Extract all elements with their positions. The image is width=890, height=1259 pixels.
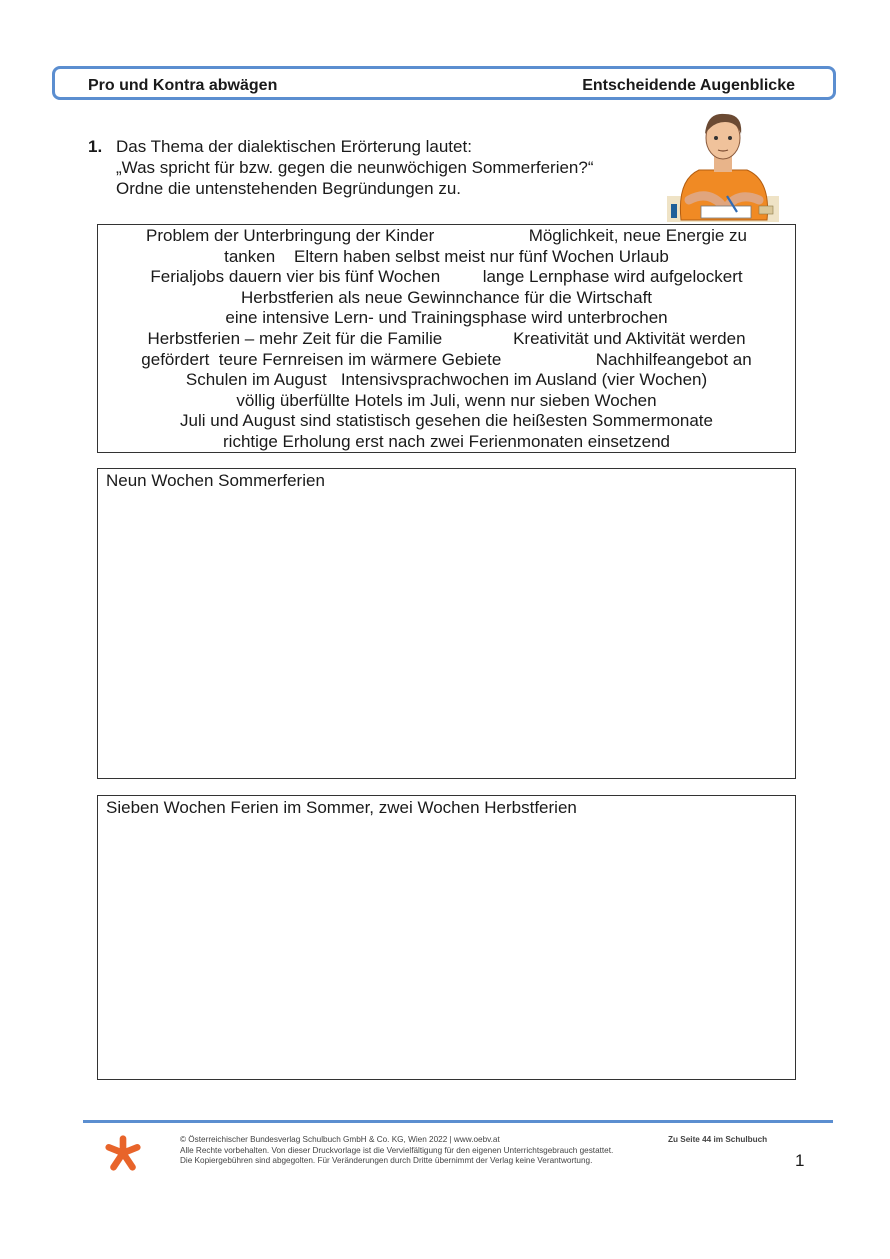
publisher-logo-icon [104,1134,142,1172]
eraser [759,206,773,214]
task-line: Das Thema der dialektischen Erörterung lautet: [116,137,472,156]
textbook-page-reference: Zu Seite 44 im Schulbuch [668,1135,768,1144]
answer-box-title: Neun Wochen Sommerferien [106,471,325,490]
notebook [701,206,751,218]
task-number: 1. [88,137,103,156]
word-bank-line: Schulen im August Intensivsprachwochen im Ausland (vier Wochen) [185,370,708,390]
footer-copyright: © Österreichischer Bundesverlag Schulbuch GmbH & Co. KG, Wien 2022 | www.oebv.at [180,1135,500,1144]
task-text [116,136,656,199]
answer-box-title: Sieben Wochen Ferien im Sommer, zwei Wochen Herbstferien [106,798,577,817]
task-line: „Was spricht für bzw. gegen die neunwöchigen Sommerferien?“ [116,158,594,177]
header-right-title: Entscheidende Augenblicke [582,77,795,94]
word-bank-line: tanken Eltern haben selbst meist nur fünf Wochen Urlaub [224,246,669,266]
word-bank-line: gefördert teure Fernreisen im wärmere Gebiete Nachhilfeangebot an [141,349,752,369]
answer-box-seven-plus-two-weeks[interactable] [97,795,796,1080]
word-bank-line: Herbstferien als neue Gewinnchance für die Wirtschaft [240,287,653,307]
footer-fees: Die Kopiergebühren sind abgegolten. Für Veränderungen durch Dritte übernimmt der Verlag keine Verantwortung. [180,1156,593,1165]
task-line: Ordne die untenstehenden Begründungen zu. [116,179,461,198]
right-eye [728,136,732,140]
answer-box-nine-weeks[interactable] [97,468,796,779]
page-number: 1 [795,1151,805,1170]
word-bank-line: eine intensive Lern- und Trainingsphase wird unterbrochen [225,308,668,328]
word-bank-line: völlig überfüllte Hotels im Juli, wenn nur sieben Wochen [236,390,657,410]
header-left-title: Pro und Kontra abwägen [88,77,278,94]
word-bank-line: richtige Erholung erst nach zwei Ferienmonaten einsetzend [223,431,670,451]
left-eye [714,136,718,140]
footer-legal-text [180,1135,613,1167]
word-bank-line: Herbstferien – mehr Zeit für die Familie Kreativität und Aktivität werden [147,328,746,348]
footer-rights: Alle Rechte vorbehalten. Von dieser Druckvorlage ist die Vervielfältigung für den eigenen Unterrichtsgebrauch gestattet. [180,1145,614,1155]
student-writing-illustration [667,108,779,222]
footer-divider [83,1120,833,1123]
bottle [671,204,677,218]
word-bank-line: Problem der Unterbringung der Kinder Möglichkeit, neue Energie zu [146,226,747,245]
word-bank-line: Ferialjobs dauern vier bis fünf Wochen lange Lernphase wird aufgelockert [150,267,743,287]
word-bank-line: Juli und August sind statistisch gesehen die heißesten Sommermonate [180,411,713,431]
word-bank-box [97,224,796,453]
header-banner [52,66,836,100]
